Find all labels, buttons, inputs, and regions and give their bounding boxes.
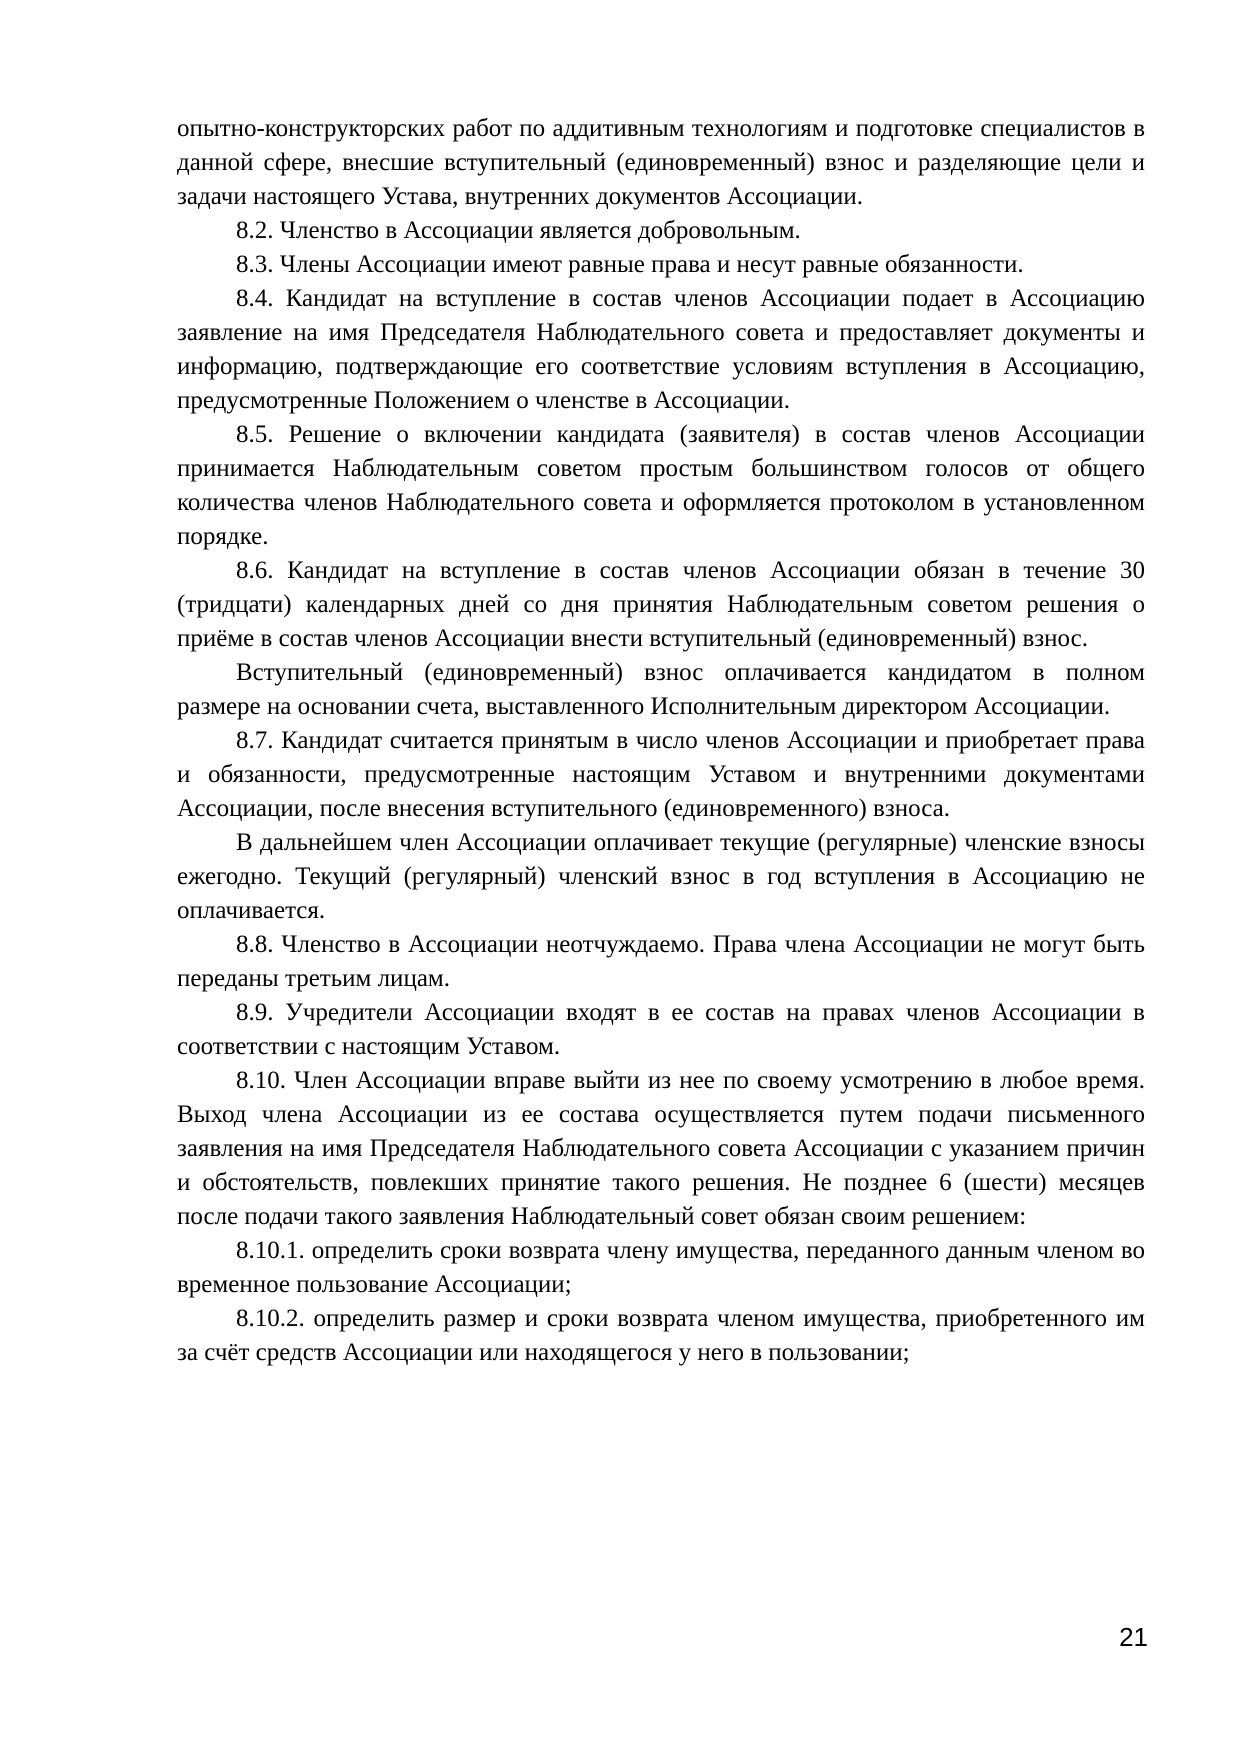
paragraph-8-6: 8.6. Кандидат на вступление в состав членов Ассоциации обязан в течение 30 (тридцати) календарных дней со дня принятия Наблюдательным советом решения о приёме в состав членов Ассоциации внести вступительный (единовременный) взнос. — [177, 557, 1145, 652]
page-number: 21 — [1119, 1622, 1148, 1652]
paragraph-8-6-entry-fee: Вступительный (единовременный) взнос оплачивается кандидатом в полном размере на основании счета, выставленного Исполнительным директором Ассоциации. — [177, 659, 1145, 720]
paragraph-8-1-continuation: опытно-конструкторских работ по аддитивным технологиям и подготовке специалистов в данной сфере, внесшие вступительный (единовременный) взнос и разделяющие цели и задачи настоящего Устава, внутренних документов Ассоциации. — [177, 115, 1145, 210]
paragraph-8-2: 8.2. Членство в Ассоциации является добровольным. — [236, 217, 801, 244]
paragraph-8-3: 8.3. Члены Ассоциации имеют равные права и несут равные обязанности. — [236, 251, 1024, 278]
document-body — [177, 112, 1145, 1370]
paragraph-8-10: 8.10. Член Ассоциации вправе выйти из нее по своему усмотрению в любое время. Выход члена Ассоциации из ее состава осуществляется путем подачи письменного заявления на имя Председателя Наблюдательного совета Ассоциации с указанием причин и обстоятельств, повлекших принятие такого решения. Не позднее 6 (шести) месяцев после подачи такого заявления Наблюдательный совет обязан своим решением: — [177, 1067, 1145, 1230]
paragraph-8-9: 8.9. Учредители Ассоциации входят в ее состав на правах членов Ассоциации в соответствии с настоящим Уставом. — [177, 999, 1145, 1060]
paragraph-8-7-regular-fee: В дальнейшем член Ассоциации оплачивает текущие (регулярные) членские взносы ежегодно. Текущий (регулярный) членский взнос в год вступления в Ассоциацию не оплачивается. — [177, 829, 1145, 924]
paragraph-8-7: 8.7. Кандидат считается принятым в число членов Ассоциации и приобретает права и обязанности, предусмотренные настоящим Уставом и внутренними документами Ассоциации, после внесения вступительного (единовременного) взноса. — [177, 727, 1145, 822]
paragraph-8-8: 8.8. Членство в Ассоциации неотчуждаемо. Права члена Ассоциации не могут быть переданы третьим лицам. — [177, 931, 1145, 992]
paragraph-8-4: 8.4. Кандидат на вступление в состав членов Ассоциации подает в Ассоциацию заявление на имя Председателя Наблюдательного совета и предоставляет документы и информацию, подтверждающие его соответствие условиям вступления в Ассоциацию, предусмотренные Положением о членстве в Ассоциации. — [177, 285, 1145, 414]
paragraph-8-5: 8.5. Решение о включении кандидата (заявителя) в состав членов Ассоциации принимается Наблюдательным советом простым большинством голосов от общего количества членов Наблюдательного совета и оформляется протоколом в установленном порядке. — [177, 421, 1145, 550]
paragraph-8-10-2: 8.10.2. определить размер и сроки возврата членом имущества, приобретенного им за счёт средств Ассоциации или находящегося у него в пользовании; — [177, 1305, 1145, 1366]
paragraph-8-10-1: 8.10.1. определить сроки возврата члену имущества, переданного данным членом во временное пользование Ассоциации; — [177, 1237, 1145, 1298]
